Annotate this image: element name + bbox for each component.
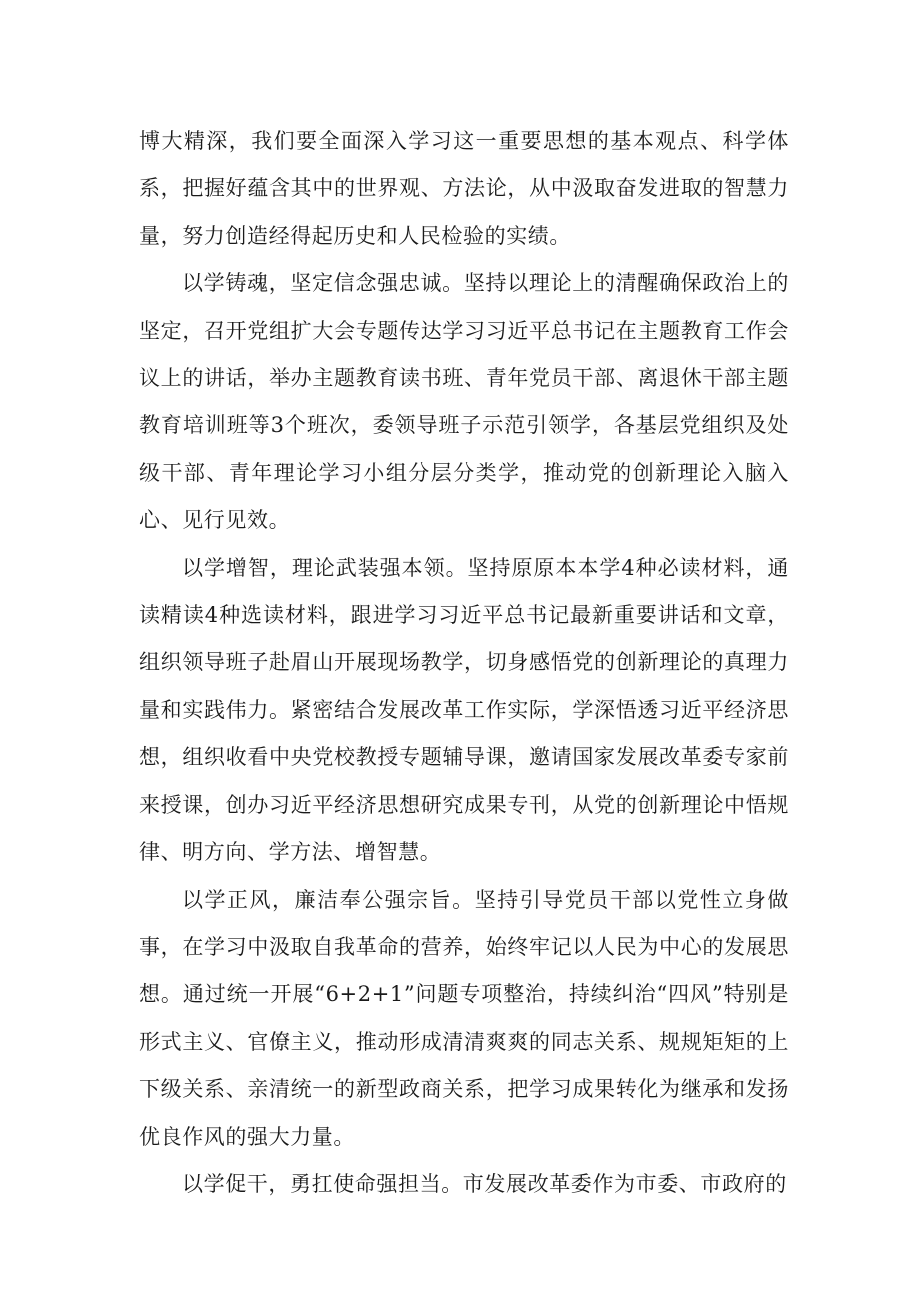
paragraph-learning-wisdom: 以学增智，理论武装强本领。坚持原原本本学4种必读材料，通读精读4种选读材料，跟进学习习近平总书记最新重要讲话和文章，组织领导班子赴眉山开展现场教学，切身感悟党的创新理论的真理力量和实践伟力。紧密结合发展改革工作实际，学深悟透习近平经济思想，组织收看中央党校教授专题辅导课，邀请国家发展改革委专家前来授课，创办习近平经济思想研究成果专刊，从党的创新理论中悟规律、明方向、学方法、增智慧。 [139,555,789,865]
paragraph-learning-action: 以学促干，勇扛使命强担当。市发展改革委作为市委、市政府的 [182,1171,787,1196]
document-body [139,118,789,1208]
paragraph-learning-soul: 以学铸魂，坚定信念强忠诚。坚持以理论上的清醒确保政治上的坚定，召开党组扩大会专题传达学习习近平总书记在主题教育工作会议上的讲话，举办主题教育读书班、青年党员干部、离退休干部主题教育培训班等3个班次，委领导班子示范引领学，各基层党组织及处级干部、青年理论学习小组分层分类学，推动党的创新理论入脑入心、见行见效。 [139,271,789,533]
paragraph-continuation: 博大精深，我们要全面深入学习这一重要思想的基本观点、科学体系，把握好蕴含其中的世界观、方法论，从中汲取奋发进取的智慧力量，努力创造经得起历史和人民检验的实绩。 [139,129,789,248]
paragraph-learning-style: 以学正风，廉洁奉公强宗旨。坚持引导党员干部以党性立身做事，在学习中汲取自我革命的营养，始终牢记以人民为中心的发展思想。通过统一开展“6+2+1”问题专项整治，持续纠治“四风”特别是形式主义、官僚主义，推动形成清清爽爽的同志关系、规规矩矩的上下级关系、亲清统一的新型政商关系，把学习成果转化为继承和发扬优良作风的强大力量。 [139,887,789,1149]
